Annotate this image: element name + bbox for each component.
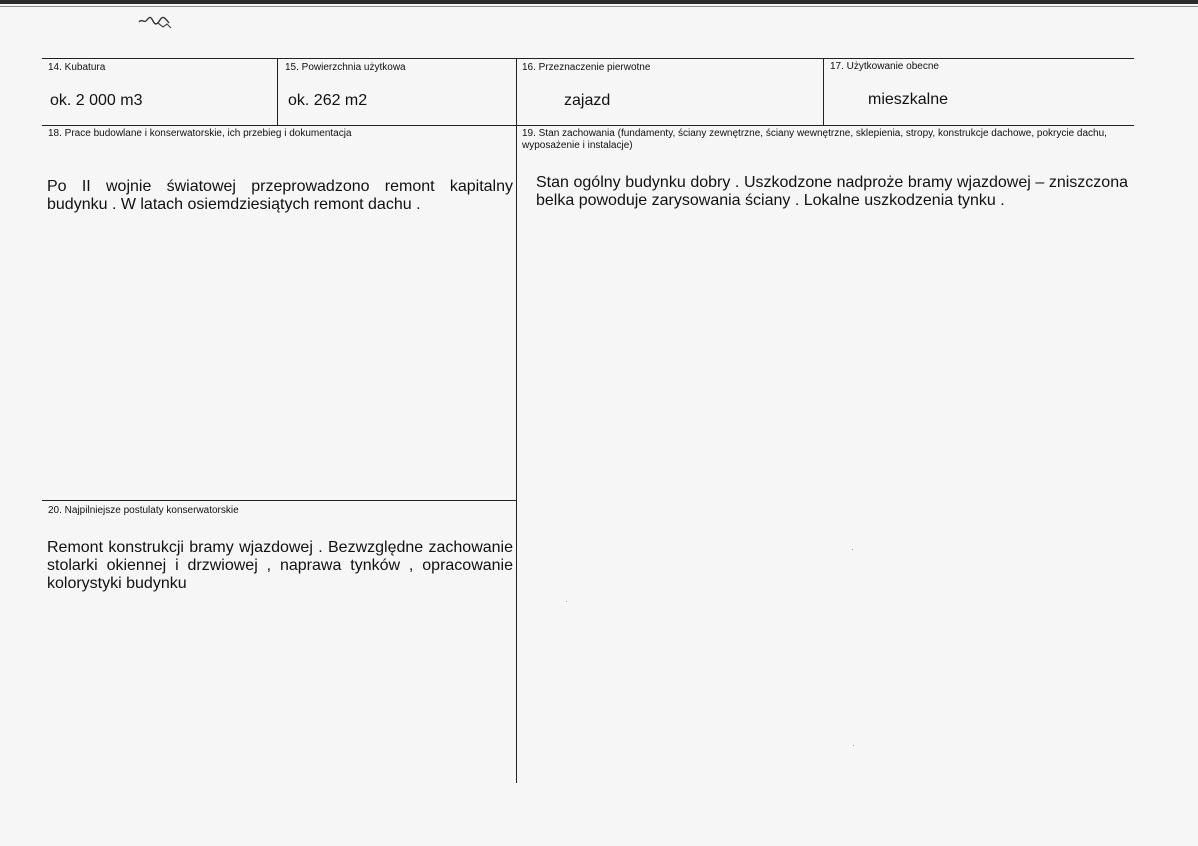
table-top-border (42, 58, 1134, 59)
row-divider-20 (42, 500, 517, 501)
field-17-value: mieszkalne (868, 91, 949, 108)
scan-top-edge (0, 0, 1198, 4)
col-divider-16-17 (823, 58, 824, 126)
field-16-value: zajazd (564, 92, 611, 109)
col-divider-14-15 (277, 58, 278, 126)
field-20-label: 20. Najpilniejsze postulaty konserwatorskie (48, 505, 239, 516)
scan-top-edge-line (0, 6, 1198, 7)
field-18-label: 18. Prace budowlane i konserwatorskie, ich przebieg i dokumentacja (48, 128, 352, 139)
field-16-label: 16. Przeznaczenie pierwotne (522, 62, 651, 73)
field-15-value: ok. 262 m2 (288, 92, 368, 109)
stamp-scribble (138, 14, 172, 30)
col-divider-main (516, 58, 517, 783)
field-15-label: 15. Powierzchnia użytkowa (285, 62, 406, 73)
field-20-text: Remont konstrukcji bramy wjazdowej . Bezwzględne zachowanie stolarki okiennej i drzwiowej , naprawa tynków , opracowanie kolorystyki budynku (47, 539, 513, 592)
scan-speck (852, 549, 853, 550)
field-18-text: Po II wojnie światowej przeprowadzono remont kapitalny budynku . W latach osiemdziesiątych remont dachu . (47, 178, 513, 213)
scan-speck (853, 745, 854, 746)
field-19-label: 19. Stan zachowania (fundamenty, ściany zewnętrzne, ściany wewnętrzne, sklepienia, stropy, konstrukcje dachowe, pokrycie dachu, wyposażenie i instalacje) (522, 128, 1107, 151)
scan-speck (566, 601, 567, 602)
field-17-label: 17. Użytkowanie obecne (830, 61, 939, 72)
field-14-label: 14. Kubatura (48, 62, 106, 73)
field-14-value: ok. 2 000 m3 (50, 92, 143, 109)
field-19-text: Stan ogólny budynku dobry . Uszkodzone nadproże bramy wjazdowej – zniszczona belka powoduje zarysowania ściany . Lokalne uszkodzenia tynku . (536, 174, 1128, 209)
row-divider-1 (42, 125, 1134, 126)
